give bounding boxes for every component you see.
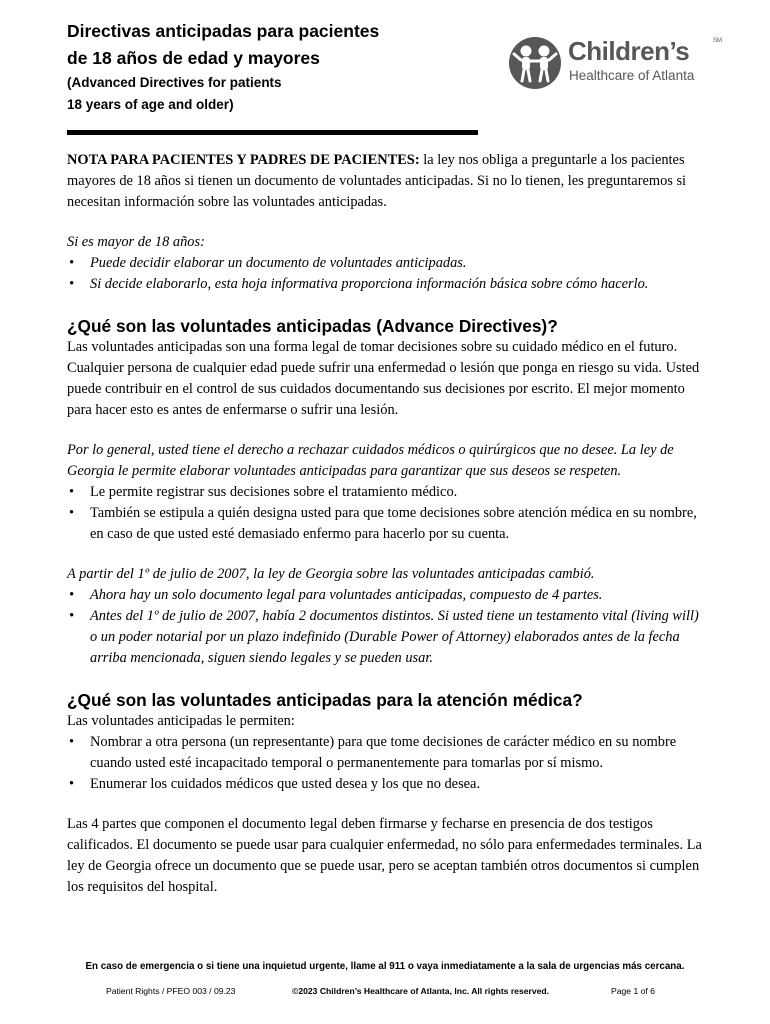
note-label: NOTA PARA PACIENTES Y PADRES DE PACIENTES:: [67, 152, 420, 168]
logo-subtitle: Healthcare of Atlanta: [569, 68, 695, 83]
italic-bullet-list: [67, 585, 707, 669]
list-item: • Si decide elaborarlo, esta hoja informativa proporciona información básica sobre cómo hacerlo.: [67, 274, 707, 295]
page-title: [67, 18, 487, 72]
title-line-1: Directivas anticipadas para pacientes: [67, 21, 380, 41]
intro-bullet-list: [67, 253, 707, 295]
list-item: • Nombrar a otra persona (un representante) para que tome decisiones de carácter médico en su nombre cuando usted esté incapacitado temporal o permanentemente para tomarlas por sí mismo.: [67, 732, 707, 774]
title-line-2: de 18 años de edad y mayores: [67, 48, 320, 68]
children-figures-icon: [508, 36, 562, 90]
body-paragraph: Las 4 partes que componen el documento legal deben firmarse y fecharse en presencia de dos testigos calificados. El documento se puede usar para cualquier enfermedad, no sólo para enfermedades terminales. La ley de Georgia ofrece un documento que se puede usar, pero se aceptan también otros documentos si cumplen los requisitos del hospital.: [67, 816, 702, 895]
title-rule: [67, 130, 478, 135]
footer-copyright: ©2023 Children’s Healthcare of Atlanta, Inc. All rights reserved.: [292, 986, 550, 996]
list-item: • Enumerar los cuidados médicos que usted desea y los que no desea.: [67, 774, 707, 795]
list-item: • Puede decidir elaborar un documento de voluntades anticipadas.: [67, 253, 707, 274]
italic-paragraph: A partir del 1º de julio de 2007, la ley de Georgia sobre las voluntades anticipadas cambió.: [67, 566, 595, 582]
document-body: [67, 150, 707, 898]
body-paragraph: Las voluntades anticipadas son una forma legal de tomar decisiones sobre su cuidado médico en el futuro. Cualquier persona de cualquier edad puede sufrir una enfermedad o lesión que ponga en riesgo su vida. Usted puede contribuir en el control de sus cuidados documentando sus decisiones por escrito. El mejor momento para hacer esto es antes de enfermarse o sufrir una lesión.: [67, 339, 700, 418]
bullet-list: [67, 732, 707, 795]
note-paragraph: [67, 150, 707, 213]
italic-paragraph: Por lo general, usted tiene el derecho a rechazar cuidados médicos o quirúrgicos que no desee. La ley de Georgia le permite elaborar voluntades anticipadas para garantizar que sus deseos se respeten.: [67, 442, 674, 479]
list-item: • Ahora hay un solo documento legal para voluntades anticipadas, compuesto de 4 partes.: [67, 585, 707, 606]
list-item: • Le permite registrar sus decisiones sobre el tratamiento médico.: [67, 482, 707, 503]
emergency-note: En caso de emergencia o si tiene una inquietud urgente, llame al 911 o vaya inmediatamente a la sala de urgencias más cercana.: [85, 961, 685, 972]
intro-lead: Si es mayor de 18 años:: [67, 234, 205, 250]
logo-trademark: SM: [713, 38, 722, 44]
subtitle-line-1: (Advanced Directives for patients: [67, 75, 282, 90]
footer-page-number: Page 1 of 6: [611, 986, 655, 996]
note-text: la ley nos obliga a preguntarle a los pacientes mayores de 18 años si tienen un documento de voluntades anticipadas. Si no lo tienen, les preguntaremos si necesitan información sobre las voluntades anticipadas.: [67, 152, 687, 210]
body-paragraph: Las voluntades anticipadas le permiten:: [67, 713, 295, 729]
footer-document-id: Patient Rights / PFEO 003 / 09.23: [106, 986, 236, 996]
page-subtitle: [67, 72, 487, 116]
list-item: • También se estipula a quién designa usted para que tome decisiones sobre atención médica en su nombre, en caso de que usted esté demasiado enfermo para hacerlo por su cuenta.: [67, 503, 707, 545]
section-heading: ¿Qué son las voluntades anticipadas para la atención médica?: [67, 690, 583, 710]
childrens-logo: [508, 34, 723, 92]
bullet-list: [67, 482, 707, 545]
list-item: • Antes del 1º de julio de 2007, había 2 documentos distintos. Si usted tiene un testamento vital (living will) o un poder notarial por un plazo indefinido (Durable Power of Attorney) elaborados antes de la fecha arriba mencionada, siguen siendo legales y se pueden usar.: [67, 606, 707, 669]
section-heading: ¿Qué son las voluntades anticipadas (Advance Directives)?: [67, 316, 558, 336]
subtitle-line-2: 18 years of age and older): [67, 97, 234, 112]
logo-name: Children’s: [568, 36, 690, 66]
